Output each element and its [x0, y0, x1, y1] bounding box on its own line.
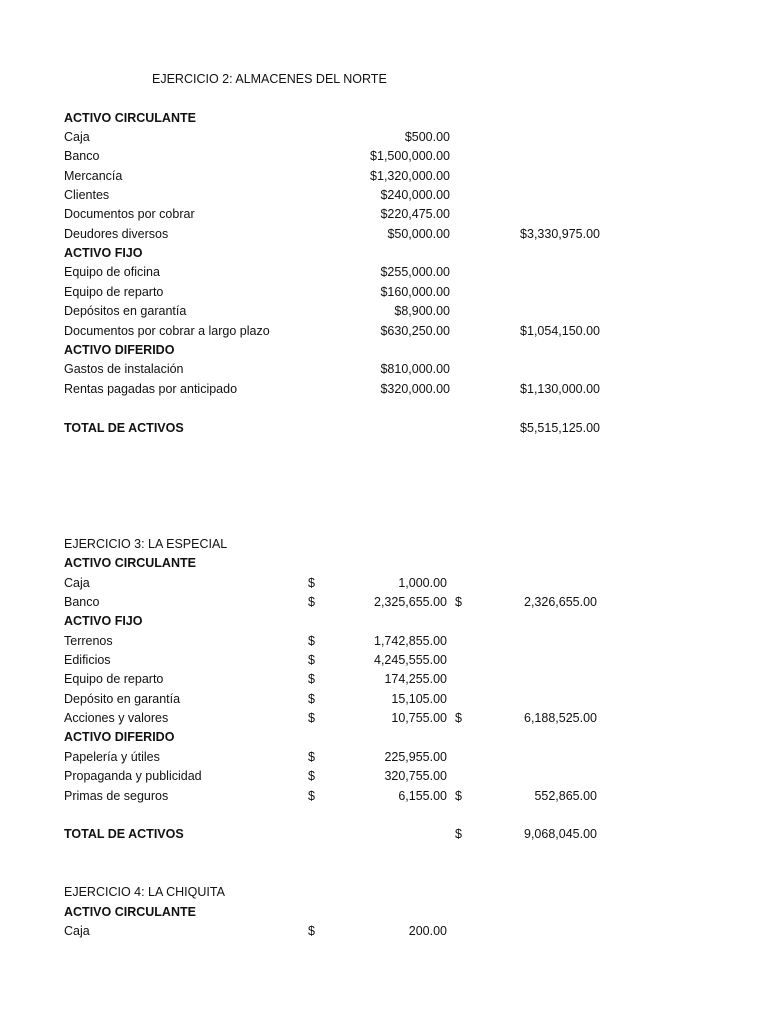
row-subtotal: $1,054,150.00	[520, 324, 600, 338]
row-label: Papelería y útiles	[64, 750, 160, 764]
row-currency: $	[308, 672, 315, 686]
ej4-title: EJERCICIO 4: LA CHIQUITA	[64, 885, 225, 899]
row-label: Caja	[64, 130, 90, 144]
row-label: Mercancía	[64, 169, 123, 183]
row-subtotal: 6,188,525.00	[524, 711, 597, 725]
ej4-title-row	[0, 883, 768, 902]
row-amount: $255,000.00	[380, 265, 450, 279]
table-row	[0, 690, 768, 709]
row-label: Depósitos en garantía	[64, 304, 187, 318]
row-currency: $	[308, 924, 315, 938]
table-row	[0, 302, 768, 321]
table-row	[0, 263, 768, 282]
row-label: Propaganda y publicidad	[64, 769, 202, 783]
row-subtotal: $1,130,000.00	[520, 382, 600, 396]
row-currency: $	[308, 789, 315, 803]
row-label: Banco	[64, 149, 100, 163]
row-label: Banco	[64, 595, 100, 609]
row-label: Deudores diversos	[64, 227, 169, 241]
table-row	[0, 709, 768, 728]
row-label: Terrenos	[64, 634, 113, 648]
row-amount: $810,000.00	[380, 362, 450, 376]
ej3-fijo-header-row	[0, 612, 768, 631]
ej2-circulante-header-row	[0, 109, 768, 128]
table-row	[0, 186, 768, 205]
row-amount: 225,955.00	[384, 750, 447, 764]
total-value: $5,515,125.00	[520, 421, 600, 435]
total-value: 9,068,045.00	[524, 827, 597, 841]
row-currency: $	[308, 595, 315, 609]
row-subtotal-currency: $	[455, 789, 462, 803]
row-currency: $	[308, 769, 315, 783]
row-amount: 10,755.00	[391, 711, 447, 725]
table-row	[0, 147, 768, 166]
table-row	[0, 283, 768, 302]
row-amount: $1,320,000.00	[370, 169, 450, 183]
row-amount: $500.00	[404, 130, 450, 144]
ej3-total-row	[0, 825, 768, 844]
row-amount: 6,155.00	[398, 789, 447, 803]
row-label: Gastos de instalación	[64, 362, 184, 376]
table-row	[0, 574, 768, 593]
table-row	[0, 651, 768, 670]
row-amount: 4,245,555.00	[374, 653, 447, 667]
ej3-circulante-header-row	[0, 554, 768, 573]
row-amount: $8,900.00	[394, 304, 450, 318]
row-label: Caja	[64, 924, 90, 938]
table-row	[0, 322, 768, 341]
row-label: Caja	[64, 576, 90, 590]
row-amount: $1,500,000.00	[370, 149, 450, 163]
row-subtotal: 2,326,655.00	[524, 595, 597, 609]
ej2-diferido-header-row	[0, 341, 768, 360]
ej4-circulante-header-row	[0, 903, 768, 922]
row-label: Equipo de oficina	[64, 265, 160, 279]
table-row	[0, 670, 768, 689]
row-amount: 200.00	[408, 924, 447, 938]
ej2-total-row	[0, 419, 768, 438]
table-row	[0, 632, 768, 651]
ej3-circulante-header: ACTIVO CIRCULANTE	[64, 556, 196, 570]
row-label: Equipo de reparto	[64, 672, 164, 686]
row-amount: 320,755.00	[384, 769, 447, 783]
row-subtotal: 552,865.00	[534, 789, 597, 803]
table-row	[0, 787, 768, 806]
ej2-title-row	[0, 70, 768, 89]
row-label: Acciones y valores	[64, 711, 169, 725]
row-amount: 2,325,655.00	[374, 595, 447, 609]
table-row	[0, 748, 768, 767]
row-amount: 1,000.00	[398, 576, 447, 590]
ej4-circulante-header: ACTIVO CIRCULANTE	[64, 905, 196, 919]
row-label: Documentos por cobrar a largo plazo	[64, 324, 270, 338]
table-row	[0, 380, 768, 399]
row-label: Clientes	[64, 188, 110, 202]
table-row	[0, 922, 768, 941]
row-amount: 174,255.00	[384, 672, 447, 686]
row-currency: $	[308, 634, 315, 648]
ej2-fijo-header: ACTIVO FIJO	[64, 246, 143, 260]
row-label: Equipo de reparto	[64, 285, 164, 299]
row-currency: $	[308, 576, 315, 590]
ej2-circulante-header: ACTIVO CIRCULANTE	[64, 111, 196, 125]
ej3-fijo-header: ACTIVO FIJO	[64, 614, 143, 628]
total-currency: $	[455, 827, 462, 841]
row-label: Edificios	[64, 653, 111, 667]
ej3-title: EJERCICIO 3: LA ESPECIAL	[64, 537, 228, 551]
total-label: TOTAL DE ACTIVOS	[64, 421, 184, 435]
ej2-diferido-header: ACTIVO DIFERIDO	[64, 343, 175, 357]
table-row	[0, 205, 768, 224]
row-subtotal: $3,330,975.00	[520, 227, 600, 241]
ej2-fijo-header-row	[0, 244, 768, 263]
row-amount: $220,475.00	[380, 207, 450, 221]
row-currency: $	[308, 653, 315, 667]
ej2-title: EJERCICIO 2: ALMACENES DEL NORTE	[152, 72, 387, 86]
table-row	[0, 767, 768, 786]
row-amount: $160,000.00	[380, 285, 450, 299]
row-label: Depósito en garantía	[64, 692, 181, 706]
total-label: TOTAL DE ACTIVOS	[64, 827, 184, 841]
row-subtotal-currency: $	[455, 711, 462, 725]
ej3-diferido-header: ACTIVO DIFERIDO	[64, 730, 175, 744]
row-currency: $	[308, 711, 315, 725]
row-amount: 15,105.00	[391, 692, 447, 706]
row-currency: $	[308, 750, 315, 764]
row-label: Documentos por cobrar	[64, 207, 195, 221]
ej3-title-row	[0, 535, 768, 554]
table-row	[0, 225, 768, 244]
row-amount: $50,000.00	[387, 227, 450, 241]
row-label: Rentas pagadas por anticipado	[64, 382, 238, 396]
table-row	[0, 128, 768, 147]
row-label: Primas de seguros	[64, 789, 169, 803]
ej3-diferido-header-row	[0, 728, 768, 747]
row-amount: $320,000.00	[380, 382, 450, 396]
table-row	[0, 360, 768, 379]
row-amount: 1,742,855.00	[374, 634, 447, 648]
row-subtotal-currency: $	[455, 595, 462, 609]
row-amount: $240,000.00	[380, 188, 450, 202]
table-row	[0, 593, 768, 612]
table-row	[0, 167, 768, 186]
row-currency: $	[308, 692, 315, 706]
row-amount: $630,250.00	[380, 324, 450, 338]
